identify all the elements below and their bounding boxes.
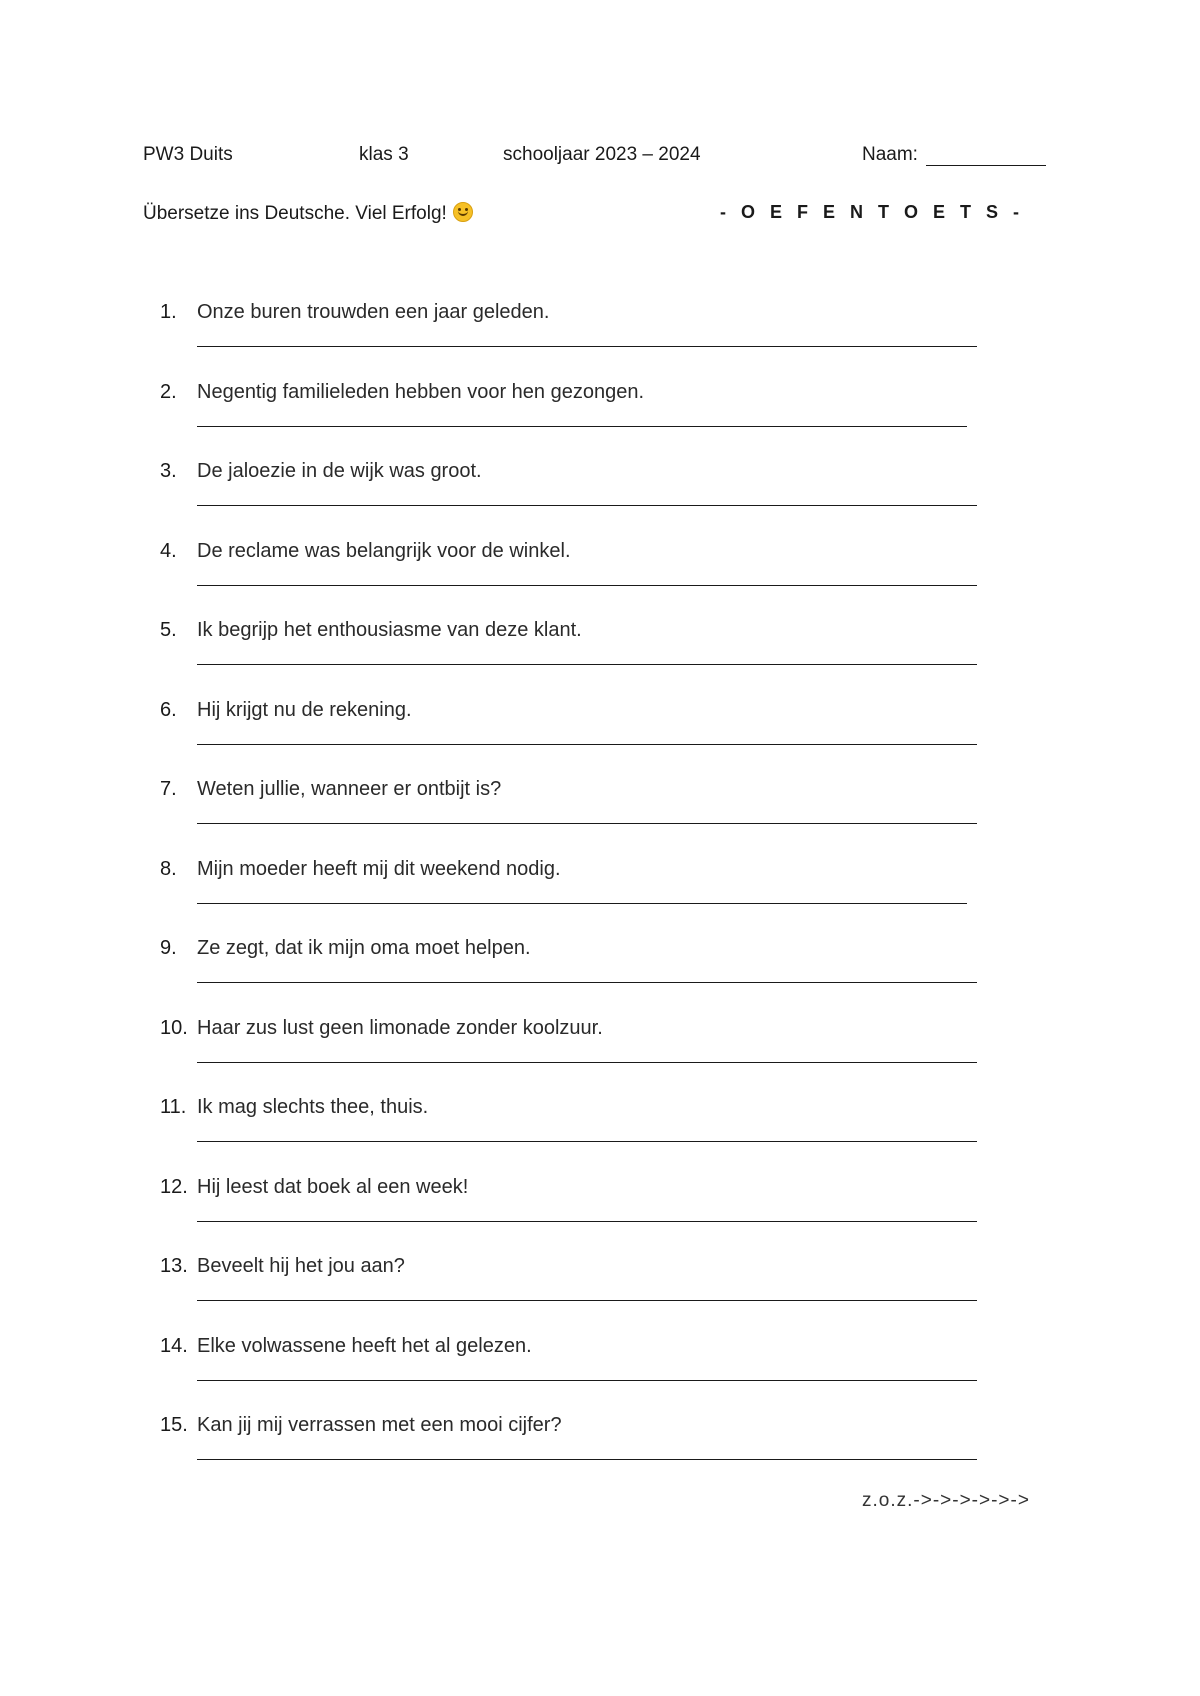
question-item [0, 699, 1200, 779]
question-text: Negentig familieleden hebben voor hen gezongen. [197, 380, 645, 403]
question-text: Elke volwassene heeft het al gelezen. [197, 1334, 532, 1357]
header-row [0, 144, 1200, 170]
question-item [0, 1255, 1200, 1335]
question-number: 15. [160, 1414, 188, 1436]
question-item [0, 1414, 1200, 1494]
answer-line[interactable] [197, 346, 977, 347]
question-item [0, 540, 1200, 620]
question-item [0, 1096, 1200, 1176]
question-text: Haar zus lust geen limonade zonder koolzuur. [197, 1016, 603, 1039]
answer-line[interactable] [197, 1062, 977, 1063]
answer-line[interactable] [197, 1459, 977, 1460]
answer-line[interactable] [197, 505, 977, 506]
question-number: 1. [160, 301, 177, 323]
answer-line[interactable] [197, 744, 977, 745]
question-item [0, 778, 1200, 858]
question-text: Mijn moeder heeft mij dit weekend nodig. [197, 857, 561, 880]
question-number: 10. [160, 1016, 188, 1039]
question-item [0, 381, 1200, 461]
answer-line[interactable] [197, 903, 967, 904]
question-number: 4. [160, 539, 177, 562]
question-text: De reclame was belangrijk voor de winkel. [197, 539, 571, 562]
question-item [0, 301, 1200, 381]
question-text: Kan jij mij verrassen met een mooi cijfer? [197, 1414, 562, 1436]
answer-line[interactable] [197, 1380, 977, 1381]
name-label: Naam: [862, 144, 918, 165]
answer-line[interactable] [197, 664, 977, 665]
answer-line[interactable] [197, 1141, 977, 1142]
question-number: 7. [160, 778, 177, 800]
class-label: klas 3 [359, 144, 409, 165]
instruction-text: Übersetze ins Deutsche. Viel Erfolg! [143, 203, 447, 224]
name-blank-line[interactable] [926, 147, 1046, 166]
instruction [143, 202, 473, 225]
question-text: Ik mag slechts thee, thuis. [197, 1096, 429, 1118]
question-item [0, 1176, 1200, 1256]
question-text: Hij krijgt nu de rekening. [197, 698, 412, 721]
answer-line[interactable] [197, 1300, 977, 1301]
question-number: 11. [160, 1096, 187, 1118]
question-number: 12. [160, 1175, 188, 1198]
answer-line[interactable] [197, 1221, 977, 1222]
name-field [862, 144, 1046, 166]
question-item [0, 858, 1200, 938]
question-number: 2. [160, 380, 177, 403]
question-text: Weten jullie, wanneer er ontbijt is? [197, 778, 502, 800]
question-item [0, 1017, 1200, 1097]
answer-line[interactable] [197, 823, 977, 824]
question-text: Hij leest dat boek al een week! [197, 1175, 469, 1198]
question-item [0, 1335, 1200, 1415]
instruction-row [0, 202, 1200, 228]
question-text: Ze zegt, dat ik mijn oma moet helpen. [197, 937, 531, 959]
answer-line[interactable] [197, 982, 977, 983]
answer-line[interactable] [197, 426, 967, 427]
question-item [0, 460, 1200, 540]
question-number: 6. [160, 698, 177, 721]
question-number: 8. [160, 857, 177, 880]
subject-label: PW3 Duits [143, 144, 233, 165]
question-text: Beveelt hij het jou aan? [197, 1255, 405, 1277]
question-number: 9. [160, 937, 177, 959]
question-item [0, 619, 1200, 699]
turn-over-note: z.o.z.->->->->->-> [862, 1490, 1030, 1511]
question-text: Ik begrijp het enthousiasme van deze klant. [197, 619, 582, 641]
smiling-face-emoji-icon [453, 202, 473, 222]
question-number: 13. [160, 1255, 188, 1277]
question-number: 14. [160, 1334, 188, 1357]
school-year-label: schooljaar 2023 – 2024 [503, 144, 701, 165]
question-number: 5. [160, 619, 177, 641]
question-text: De jaloezie in de wijk was groot. [197, 460, 482, 482]
question-text: Onze buren trouwden een jaar geleden. [197, 301, 550, 323]
question-number: 3. [160, 460, 177, 482]
answer-line[interactable] [197, 585, 977, 586]
page-title: - O E F E N T O E T S - [720, 202, 1025, 222]
question-item [0, 937, 1200, 1017]
